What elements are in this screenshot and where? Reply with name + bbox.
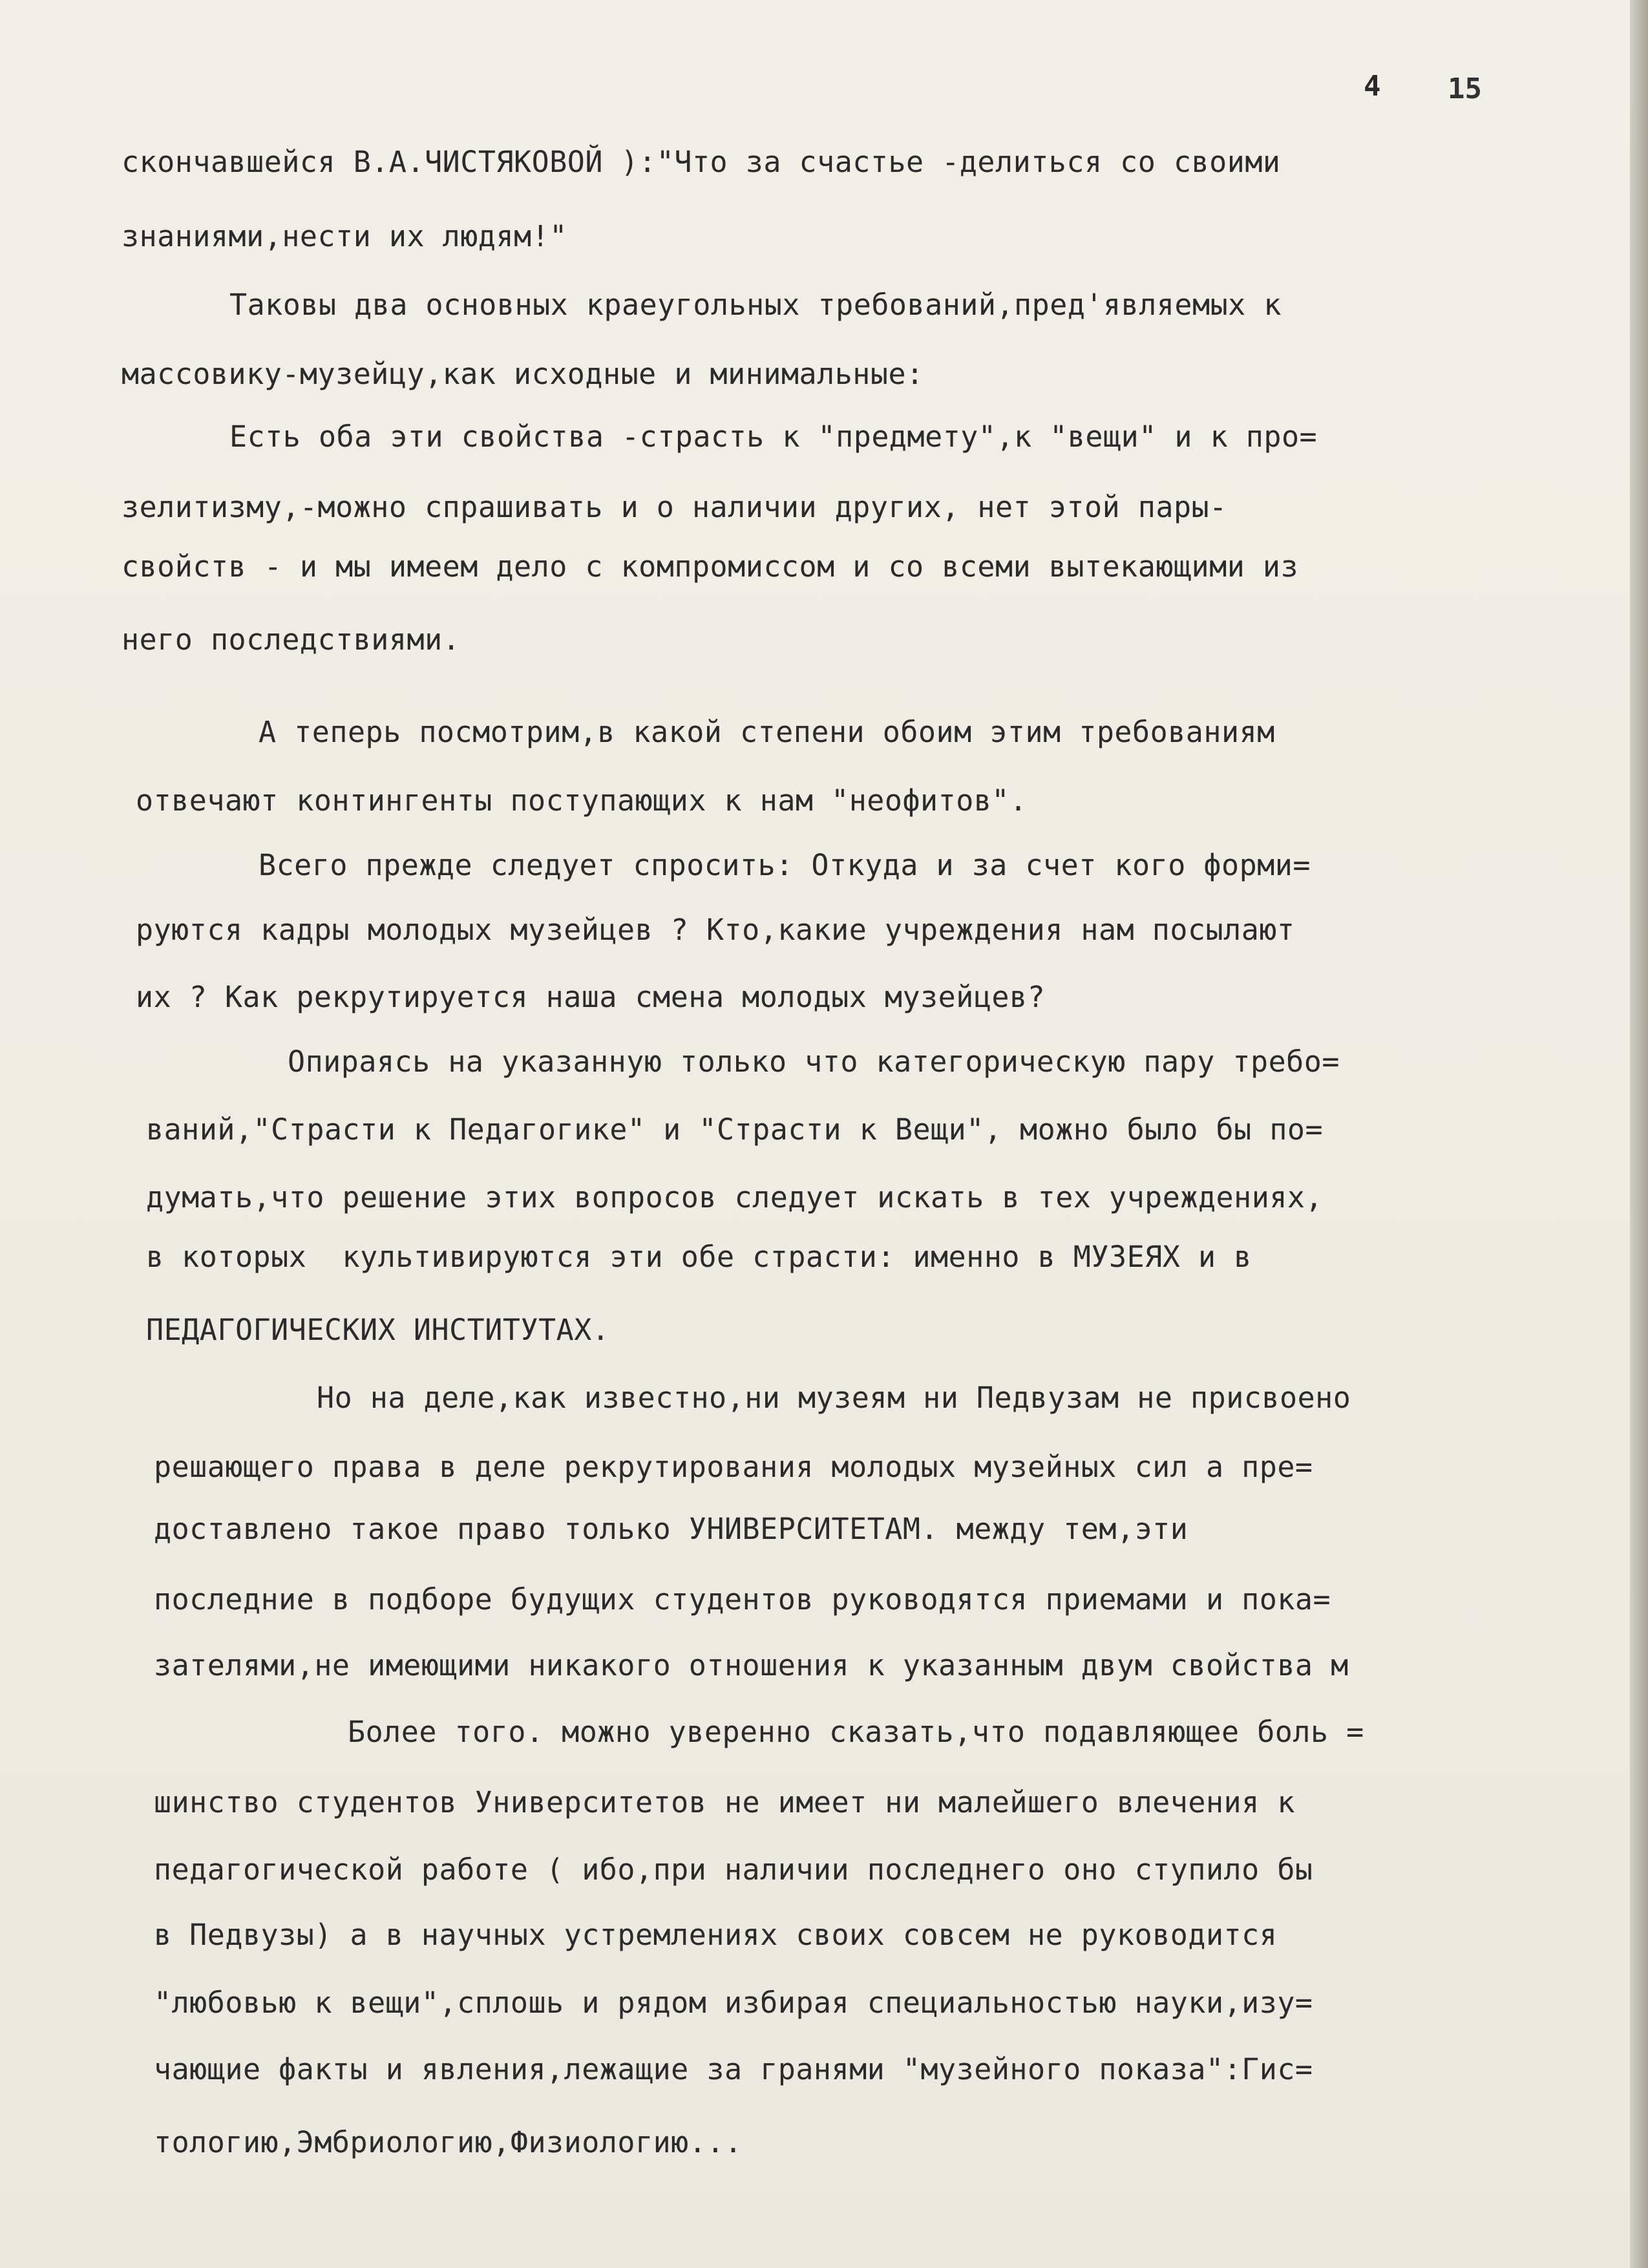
text-line: последние в подборе будущих студентов руководятся приемами и пока=: [154, 1582, 1331, 1616]
text-line: решающего права в деле рекрутирования молодых музейных сил а пре=: [154, 1450, 1313, 1484]
text-line: педагогической работе ( ибо,при наличии последнего оно ступило бы: [154, 1852, 1313, 1887]
text-line: Есть оба эти свойства -страсть к "предмету",к "вещи" и к про=: [229, 419, 1318, 454]
text-line: в Педвузы) а в научных устремлениях своих совсем не руководится: [154, 1918, 1278, 1952]
text-line: чающие факты и явления,лежащие за гранями "музейного показа":Гис=: [154, 2052, 1313, 2086]
text-line: тологию,Эмбриологию,Физиологию...: [154, 2125, 743, 2159]
page-number: 4: [1364, 70, 1382, 103]
text-line: А теперь посмотрим,в какой степени обоим этим требованиям: [259, 715, 1275, 749]
text-line: Опираясь на указанную только что категорическую пару требо=: [288, 1044, 1340, 1079]
text-line: скончавшейся В.А.ЧИСТЯКОВОЙ ):"Что за счастье -делиться со своими: [121, 145, 1281, 179]
text-line: Более того. можно уверенно сказать,что подавляющее боль =: [348, 1715, 1364, 1749]
text-line: руются кадры молодых музейцев ? Кто,какие учреждения нам посылают: [136, 913, 1295, 947]
text-line: "любовью к вещи",сплошь и рядом избирая специальностью науки,изу=: [154, 1986, 1313, 2020]
text-line: шинство студентов Университетов не имеет ни малейшего влечения к: [154, 1785, 1295, 1819]
text-line: зелитизму,-можно спрашивать и о наличии других, нет этой пары-: [121, 490, 1227, 524]
text-line: ПЕДАГОГИЧЕСКИХ ИНСТИТУТАХ.: [146, 1313, 610, 1347]
text-line: массовику-музейцу,как исходные и минимальные:: [121, 357, 924, 391]
text-line: доставлено такое право только УНИВЕРСИТЕТАМ. между тем,эти: [154, 1512, 1188, 1546]
text-line: Всего прежде следует спросить: Откуда и за счет кого форми=: [259, 848, 1311, 882]
text-line: свойств - и мы имеем дело с компромиссом и со всеми вытекающими из: [121, 549, 1299, 584]
text-line: отвечают контингенты поступающих к нам "неофитов".: [136, 783, 1028, 818]
text-line: думать,что решение этих вопросов следует искать в тех учреждениях,: [146, 1180, 1324, 1214]
text-line: зателями,не имеющими никакого отношения к указанным двум свойства м: [154, 1648, 1349, 1682]
text-line: знаниями,нести их людям!": [121, 219, 567, 253]
text-line: ваний,"Страсти к Педагогике" и "Страсти к Вещи", можно было бы по=: [146, 1112, 1324, 1147]
text-line: в которых культивируются эти обе страсти: именно в МУЗЕЯХ и в: [146, 1240, 1252, 1274]
archive-page-mark: 15: [1448, 72, 1482, 105]
text-line: него последствиями.: [121, 622, 461, 657]
text-line: Но на деле,как известно,ни музеям ни Педвузам не присвоено: [317, 1381, 1351, 1415]
text-line: Таковы два основных краеугольных требований,пред'являемых к: [229, 288, 1282, 322]
text-line: их ? Как рекрутируется наша смена молодых музейцев?: [136, 980, 1046, 1014]
